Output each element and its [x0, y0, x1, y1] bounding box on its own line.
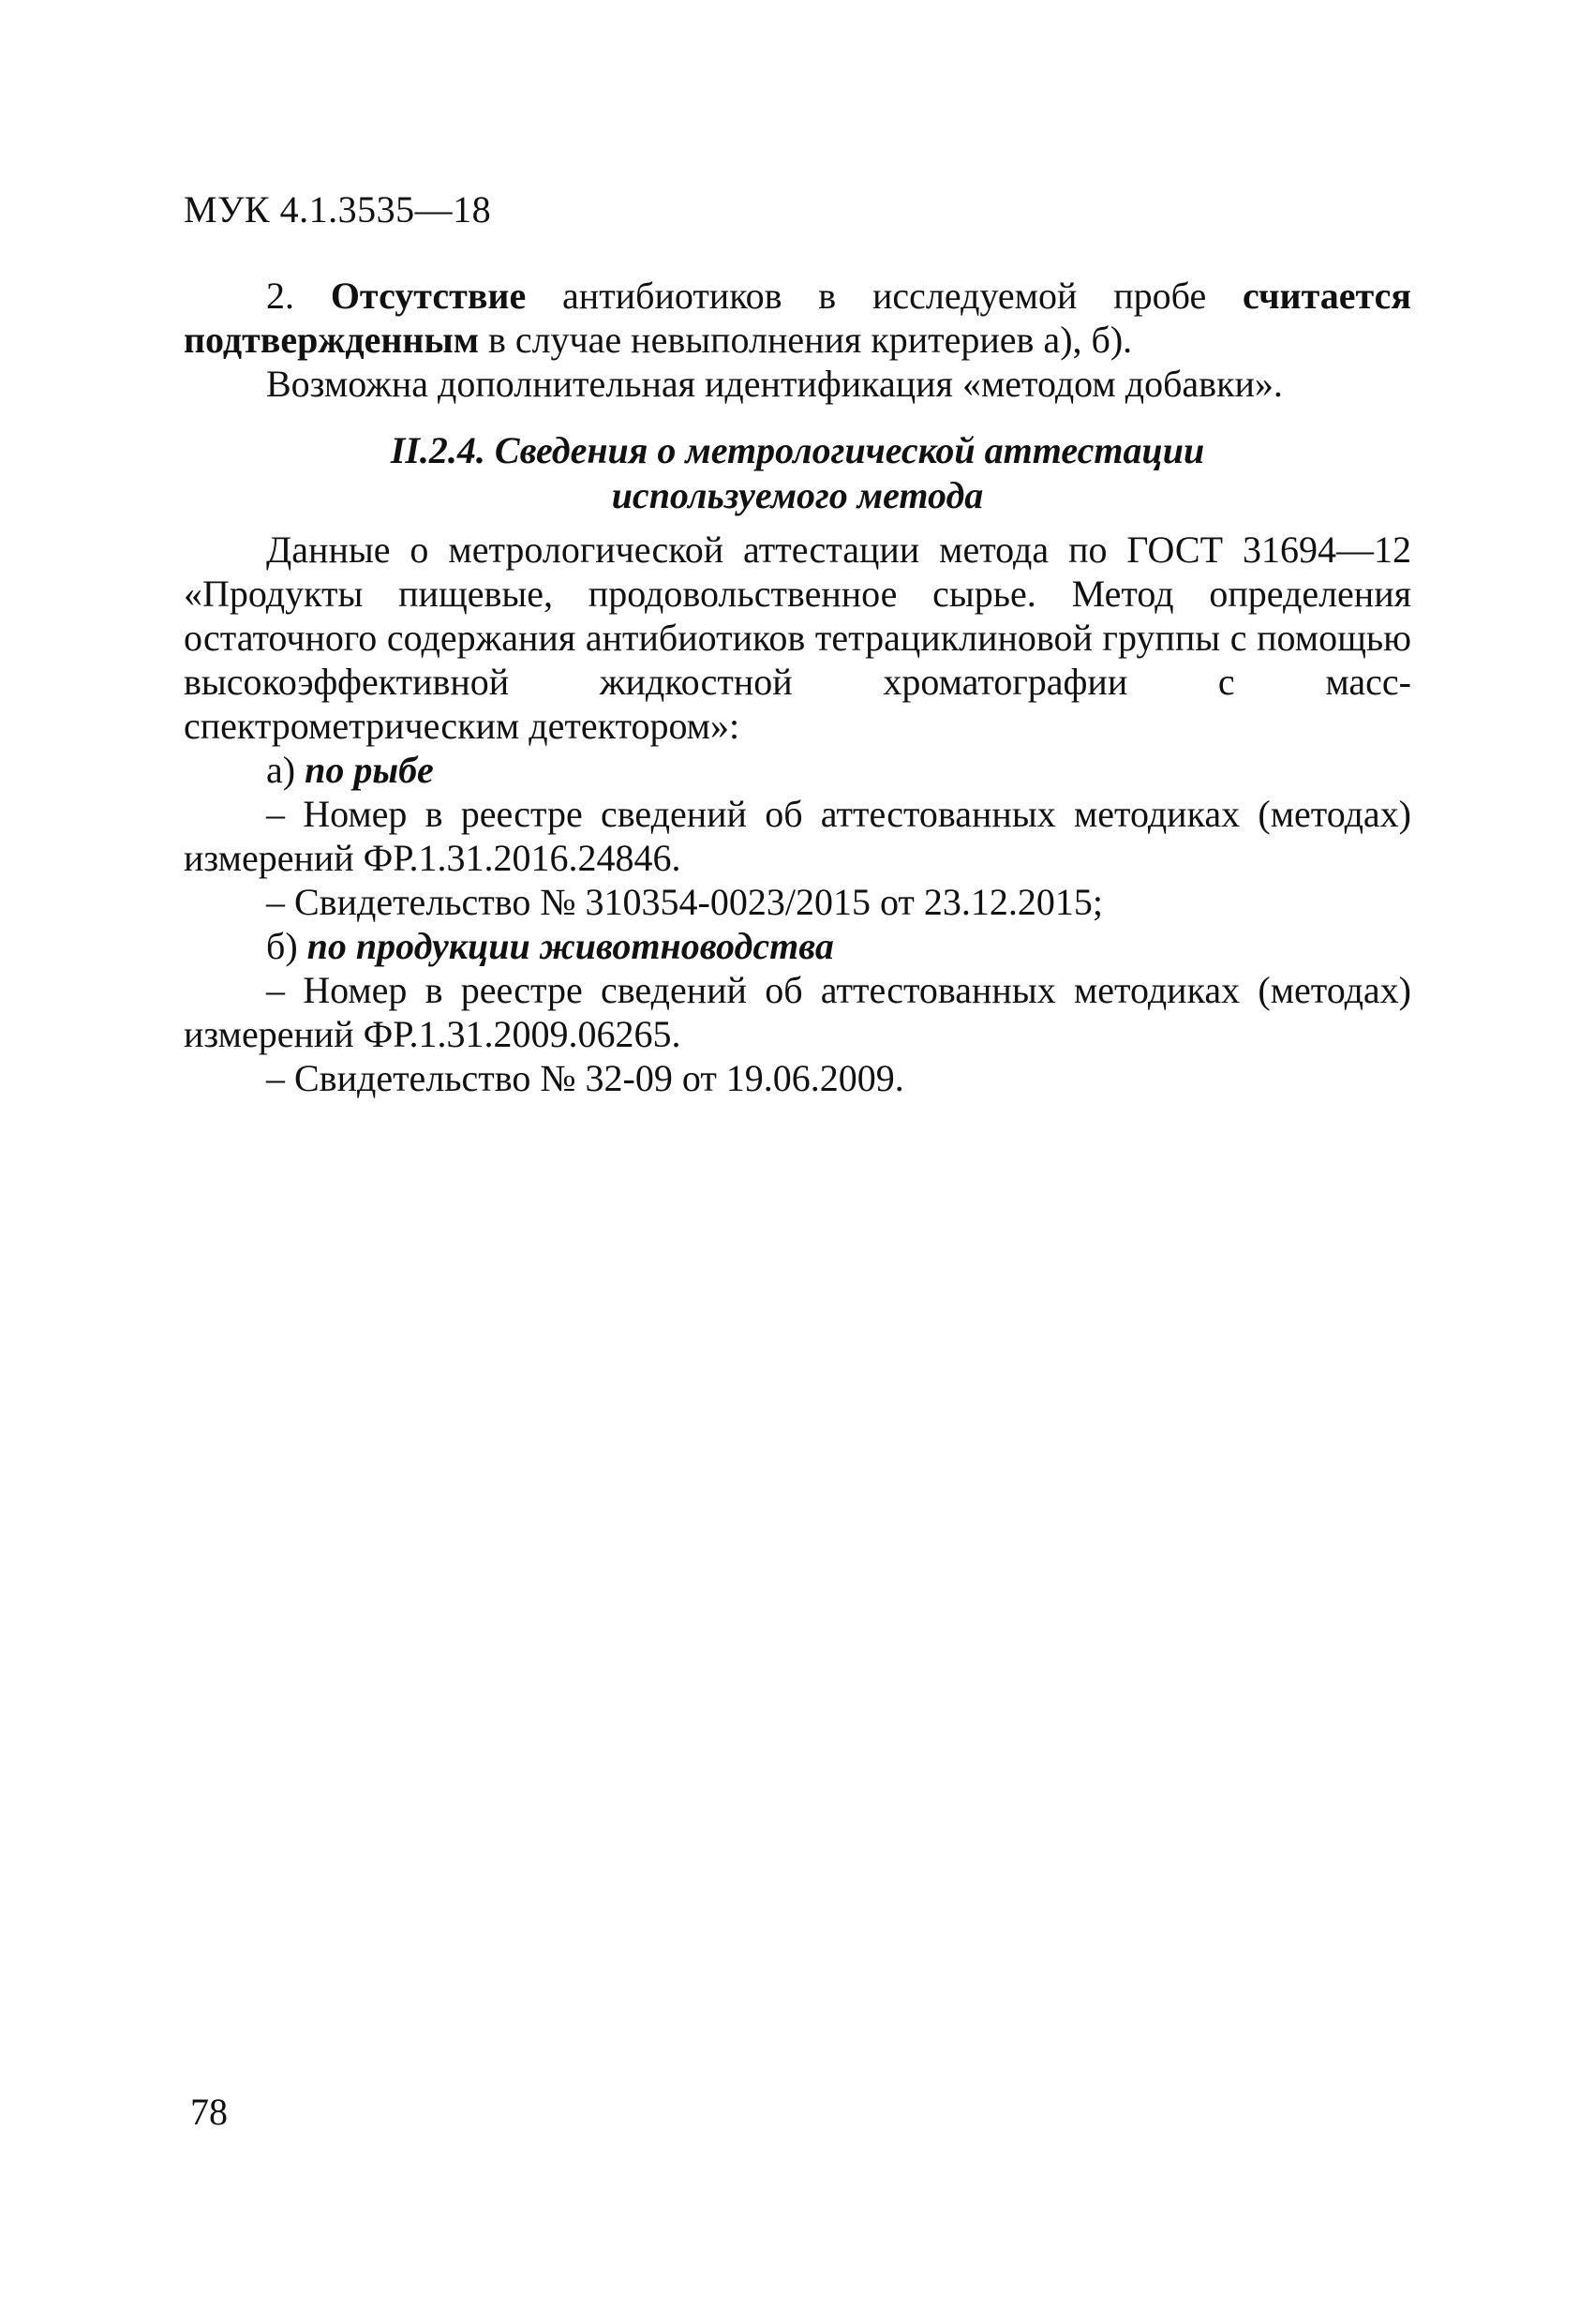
paragraph-absence-confirmed — [184, 274, 1411, 362]
item-a-certificate: – Свидетельство № 310354-0023/2015 от 23.12.2015; — [266, 881, 1104, 923]
item-a-label: по рыбе — [305, 749, 434, 791]
bold-considered-confirmed: считается подтвержденным — [184, 275, 1411, 361]
item-b-marker: б) — [266, 925, 307, 967]
section-heading — [184, 428, 1411, 518]
item-b-certificate: – Свидетельство № 32-09 от 19.06.2009. — [266, 1057, 904, 1099]
bold-absence: Отсутствие — [330, 275, 527, 317]
item-a-registry: – Номер в реестре сведений об аттестованных методиках (методах) измерений ФР.1.31.2016.24846. — [184, 793, 1411, 879]
section-heading-line-1: II.2.4. Сведения о метрологической аттестации — [390, 429, 1205, 471]
document-code-header: МУК 4.1.3535—18 — [184, 188, 492, 231]
paragraph-number: 2. — [266, 275, 331, 317]
section-heading-line-2: используемого метода — [611, 474, 984, 516]
page-number: 78 — [190, 2091, 228, 2133]
paragraph-text-1: антибиотиков в исследуемой пробе — [526, 275, 1244, 317]
metrology-intro: Данные о метрологической аттестации метода по ГОСТ 31694—12 «Продукты пищевые, продовольственное сырье. Метод определения остаточного содержания антибиотиков тетрациклиновой группы с помощью высокоэффективной жидкостной хроматографии с масс-спектрометрическим детектором»: — [184, 529, 1411, 747]
addition-method-note: Возможна дополнительная идентификация «методом добавки». — [266, 363, 1283, 405]
paragraph-text-2: в случае невыполнения критериев а), б). — [478, 319, 1133, 361]
item-b-title — [184, 924, 1411, 968]
item-a-title — [184, 748, 1411, 792]
document-body — [184, 274, 1411, 1100]
item-b-registry: – Номер в реестре сведений об аттестованных методиках (методах) измерений ФР.1.31.2009.06265. — [184, 969, 1411, 1055]
item-b-label: по продукции животноводства — [306, 925, 834, 967]
item-a-marker: а) — [266, 749, 305, 791]
